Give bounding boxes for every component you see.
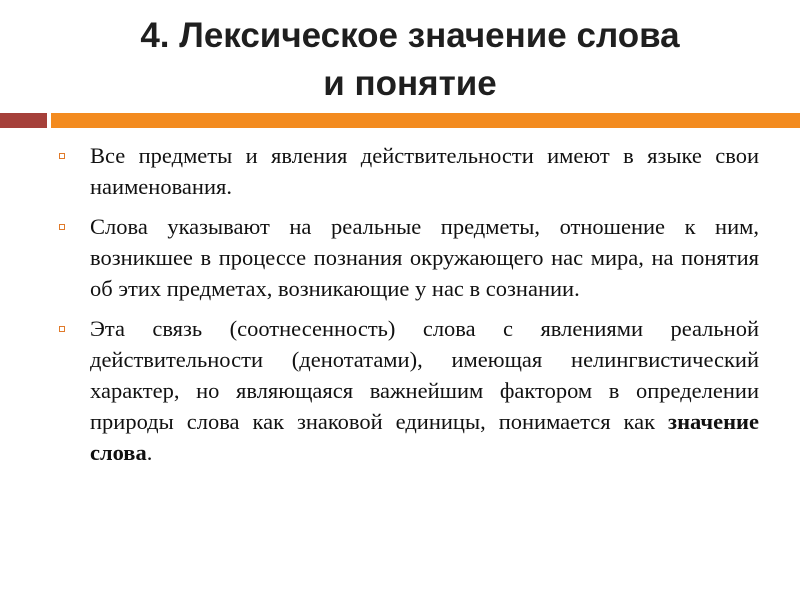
bullet-list — [57, 140, 759, 477]
bullet-text: Все предметы и явления действительности имеют в языке свои наименования. — [90, 143, 759, 199]
slide-title-line-2: и понятие — [323, 64, 497, 103]
bold-term: значение слова — [90, 409, 759, 465]
bullet-text: Эта связь (соотнесенность) слова с явлениями реальной действительности (денотатами), имеющая нелингвистический характер, но являющаяся важнейшим фактором в определении природы слова как знаковой единицы, понимается как — [90, 316, 759, 434]
square-bullet-icon — [59, 153, 65, 159]
bullet-text-end: . — [146, 440, 153, 465]
square-bullet-icon — [59, 326, 65, 332]
bullet-text: Слова указывают на реальные предметы, отношение к ним, возникшее в процессе познания окружающего нас мира, на понятия об этих предметах, возникающие у нас в сознании. — [90, 214, 759, 301]
slide-title — [40, 12, 780, 108]
bullet-item-1 — [57, 140, 759, 202]
slide-title-line-1: 4. Лексическое значение слова — [140, 16, 680, 55]
title-rule-right — [51, 113, 800, 128]
square-bullet-icon — [59, 224, 65, 230]
bullet-item-2 — [57, 211, 759, 304]
title-rule-left — [0, 113, 47, 128]
bullet-item-3 — [57, 313, 759, 468]
